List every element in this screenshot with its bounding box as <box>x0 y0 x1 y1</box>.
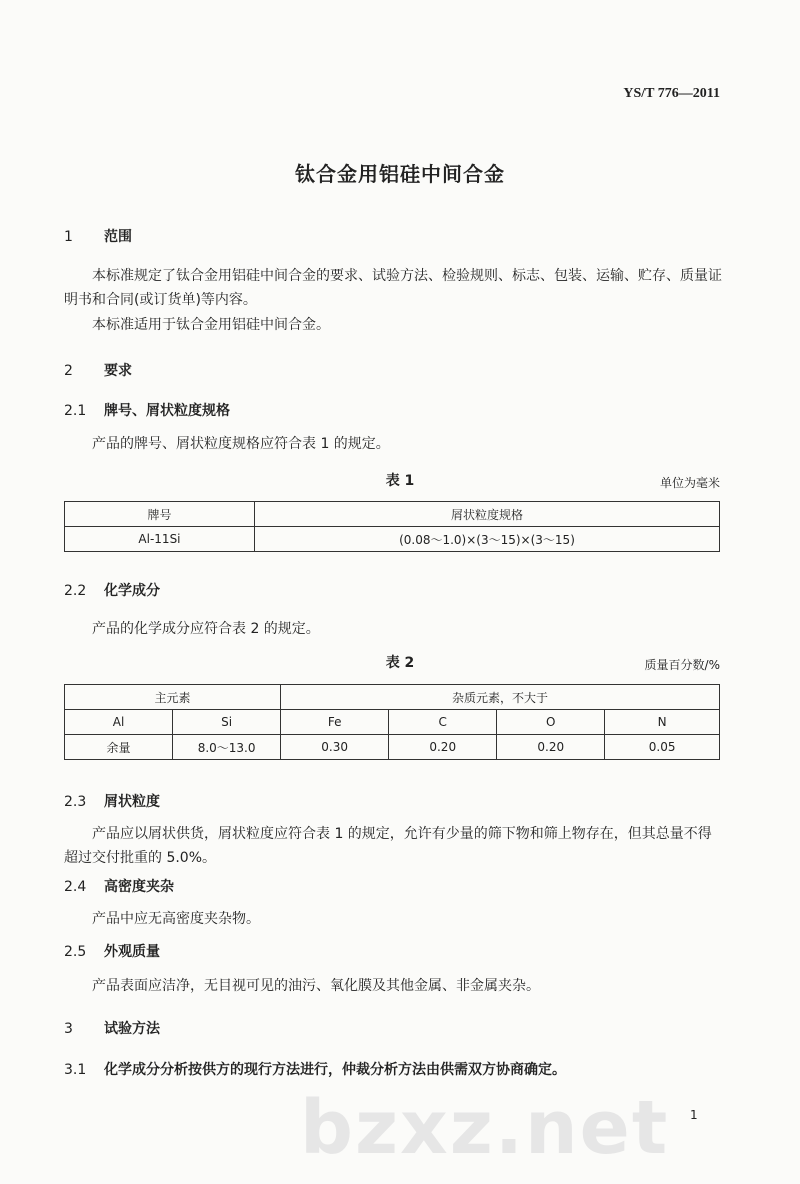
section-2-1-heading: 2.1 牌号、屑状粒度规格 <box>64 403 230 419</box>
page-number: 1 <box>690 1108 698 1122</box>
header-cell: Fe <box>281 710 389 735</box>
section-2-3-para: 产品应以屑状供货，屑状粒度应符合表 1 的规定，允许有少量的筛下物和筛上物存在，但其总量不得超过交付批重的 5.0%。 <box>64 826 712 866</box>
section-3-heading: 3 试验方法 <box>64 1021 160 1037</box>
table-1-unit: 单位为毫米 <box>659 476 720 490</box>
table-row <box>65 502 720 527</box>
table-2 <box>64 684 720 760</box>
header-cell: 屑状粒度规格 <box>254 502 719 527</box>
section-2-heading: 2 要求 <box>64 363 132 379</box>
table-2-caption: 表 2 <box>385 655 415 671</box>
table-cell: 0.20 <box>497 735 605 760</box>
section-2-5-heading: 2.5 外观质量 <box>64 944 160 960</box>
section-2-1-para: 产品的牌号、屑状粒度规格应符合表 1 的规定。 <box>92 436 390 452</box>
table-cell: 0.30 <box>281 735 389 760</box>
table-cell: Al-11Si <box>65 527 255 552</box>
header-cell: 牌号 <box>65 502 255 527</box>
table-row <box>65 735 720 760</box>
header-cell: 主元素 <box>65 685 281 710</box>
section-2-2-heading: 2.2 化学成分 <box>64 583 160 599</box>
section-2-4-heading: 2.4 高密度夹杂 <box>64 879 174 895</box>
document-title: 钛合金用铝硅中间合金 <box>295 162 505 186</box>
section-1-heading: 1 范围 <box>64 229 132 245</box>
standard-number: YS/T 776—2011 <box>623 86 720 101</box>
table-1-caption: 表 1 <box>385 473 415 489</box>
table-cell: 余量 <box>65 735 173 760</box>
section-1-para-2: 本标准适用于钛合金用铝硅中间合金。 <box>92 317 330 333</box>
table-cell: 0.05 <box>605 735 720 760</box>
watermark: bzxz.net <box>300 1085 670 1171</box>
header-cell: O <box>497 710 605 735</box>
table-1 <box>64 501 720 552</box>
header-cell: 杂质元素，不大于 <box>281 685 720 710</box>
table-row <box>65 685 720 710</box>
table-row <box>65 710 720 735</box>
section-2-4-para: 产品中应无高密度夹杂物。 <box>92 911 260 927</box>
table-2-unit: 质量百分数/% <box>644 658 720 672</box>
header-cell: C <box>389 710 497 735</box>
table-cell: (0.08～1.0)×(3～15)×(3～15) <box>254 527 719 552</box>
table-cell: 0.20 <box>389 735 497 760</box>
section-1-para-1: 本标准规定了钛合金用铝硅中间合金的要求、试验方法、检验规则、标志、包装、运输、贮存、质量证明书和合同(或订货单)等内容。 <box>64 268 722 308</box>
section-2-3-heading: 2.3 屑状粒度 <box>64 794 160 810</box>
section-2-5-para: 产品表面应洁净，无目视可见的油污、氧化膜及其他金属、非金属夹杂。 <box>92 978 540 994</box>
header-cell: Si <box>173 710 281 735</box>
table-cell: 8.0～13.0 <box>173 735 281 760</box>
header-cell: Al <box>65 710 173 735</box>
section-3-1-heading: 3.1 化学成分分析按供方的现行方法进行，仲裁分析方法由供需双方协商确定。 <box>64 1062 566 1078</box>
header-cell: N <box>605 710 720 735</box>
section-2-2-para: 产品的化学成分应符合表 2 的规定。 <box>92 621 320 637</box>
table-row <box>65 527 720 552</box>
